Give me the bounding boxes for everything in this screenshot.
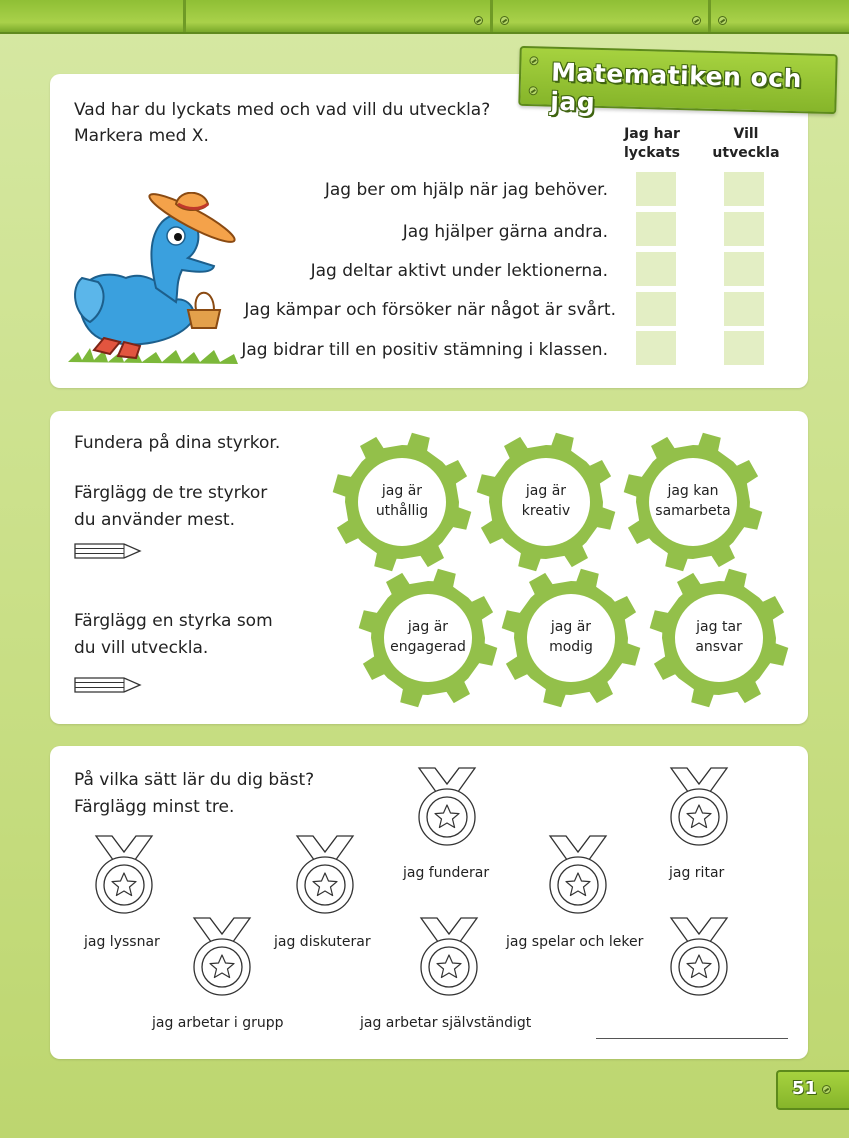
header-title-plate [518,46,837,117]
checkbox-succeeded-5[interactable] [636,331,676,365]
medal-custom[interactable] [667,916,731,996]
statement-1: Jag ber om hjälp när jag behöver. [324,180,608,200]
strengths-card [50,411,808,724]
medal-listening[interactable] [92,834,156,914]
page-number-tab [776,1070,849,1110]
gear-label: jag tar ansvar [695,619,743,655]
learning-prompt-line1: På vilka sätt lär du dig bäst? [74,770,315,790]
column-header-succeeded: Jag har lyckats [623,126,680,161]
screw-icon [474,16,483,25]
learning-prompt-line2: Färglägg minst tre. [74,797,235,817]
checkbox-develop-4[interactable] [724,292,764,326]
medal-label: jag funderar [403,865,490,881]
pencil-icon [74,543,142,559]
bird-mascot-illustration [64,192,244,370]
column-header-develop: Vill utveckla [712,126,780,161]
medal-label: jag arbetar i grupp [152,1015,284,1031]
medal-playing[interactable] [546,834,610,914]
task2-line1: Färglägg en styrka som [74,611,273,631]
medal-independent[interactable] [417,916,481,996]
gear-label: jag är engagerad [390,619,466,655]
learning-card [50,746,808,1059]
bar-seam [490,0,493,32]
medal-label: jag spelar och leker [506,934,644,950]
prompt-line2: Markera med X. [74,126,209,146]
gear-3[interactable] [622,431,764,573]
medal-icon [417,916,481,996]
medal-discussing[interactable] [293,834,357,914]
top-bar [0,0,849,34]
medal-icon [92,834,156,914]
checkbox-succeeded-2[interactable] [636,212,676,246]
checkbox-develop-1[interactable] [724,172,764,206]
task1-line2: du använder mest. [74,510,236,530]
gear-6[interactable] [648,567,790,709]
statement-4: Jag kämpar och försöker när något är svårt. [244,300,616,320]
medal-icon [190,916,254,996]
gear-label: jag är uthållig [375,483,429,519]
medal-drawing[interactable] [667,766,731,846]
page-title: Matematiken och jag [550,57,803,117]
prompt-line1: Vad har du lyckats med och vad vill du utveckla? [74,100,491,120]
medal-thinking[interactable] [415,766,479,846]
checkbox-succeeded-3[interactable] [636,252,676,286]
medal-icon [415,766,479,846]
screw-icon [692,16,701,25]
gear-label: jag är modig [549,619,593,655]
checkbox-succeeded-1[interactable] [636,172,676,206]
task1-line1: Färglägg de tre styrkor [74,483,268,503]
statement-3: Jag deltar aktivt under lektionerna. [310,261,608,281]
gear-label: jag kan samarbeta [655,483,731,519]
gear-4[interactable] [357,567,499,709]
checkbox-succeeded-4[interactable] [636,292,676,326]
strengths-intro: Fundera på dina styrkor. [74,433,281,453]
screw-icon [822,1085,831,1094]
gear-5[interactable] [500,567,642,709]
medal-label: jag arbetar självständigt [360,1015,532,1031]
statement-5: Jag bidrar till en positiv stämning i klassen. [241,340,608,360]
pencil-icon [74,677,142,693]
gear-2[interactable] [475,431,617,573]
screw-icon [529,86,538,95]
task2-line2: du vill utveckla. [74,638,209,658]
medal-group-work[interactable] [190,916,254,996]
screw-icon [500,16,509,25]
gear-label: jag är kreativ [521,483,571,519]
screw-icon [529,56,538,65]
write-in-line[interactable] [596,1038,788,1039]
checkbox-develop-2[interactable] [724,212,764,246]
medal-icon [667,766,731,846]
medal-icon [293,834,357,914]
statement-2: Jag hjälper gärna andra. [402,222,608,242]
medal-icon [546,834,610,914]
self-assessment-card [50,74,808,388]
medal-icon [667,916,731,996]
gear-1[interactable] [331,431,473,573]
checkbox-develop-5[interactable] [724,331,764,365]
medal-label: jag diskuterar [274,934,371,950]
checkbox-develop-3[interactable] [724,252,764,286]
bar-seam [708,0,711,32]
medal-label: jag lyssnar [84,934,160,950]
bar-seam [183,0,186,32]
screw-icon [718,16,727,25]
page-number: 51 [792,1078,818,1099]
medal-label: jag ritar [669,865,725,881]
